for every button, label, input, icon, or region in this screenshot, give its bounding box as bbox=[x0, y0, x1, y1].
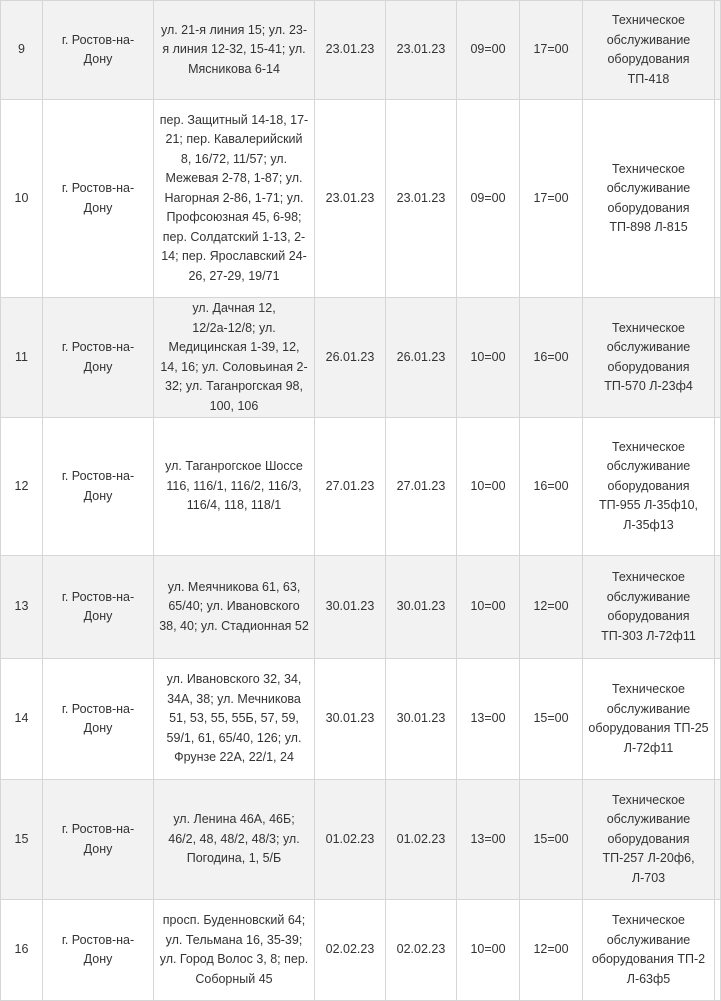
date-end-cell: 01.02.23 bbox=[386, 780, 457, 900]
extra-cell bbox=[715, 659, 721, 780]
time-start-cell: 13=00 bbox=[457, 659, 520, 780]
table-row bbox=[1, 298, 721, 418]
extra-cell bbox=[715, 100, 721, 298]
city-cell: г. Ростов-на-Дону bbox=[43, 100, 154, 298]
address-cell: ул. Дачная 12, 12/2а-12/8; ул. Медицинская 1-39, 12, 14, 16; ул. Соловьиная 2-32; ул. Таганрогская 98, 100, 106 bbox=[154, 298, 315, 418]
time-start-cell: 09=00 bbox=[457, 100, 520, 298]
address-cell: ул. Ивановского 32, 34, 34А, 38; ул. Мечникова 51, 53, 55, 55Б, 57, 59, 59/1, 61, 65/40, 126; ул. Фрунзе 22А, 22/1, 24 bbox=[154, 659, 315, 780]
extra-cell bbox=[715, 900, 721, 1001]
date-start-cell: 30.01.23 bbox=[315, 556, 386, 659]
extra-cell bbox=[715, 298, 721, 418]
work-description-cell: Техническое обслуживание оборудования ТП-418 bbox=[583, 1, 715, 100]
date-end-cell: 30.01.23 bbox=[386, 659, 457, 780]
table-row bbox=[1, 1, 721, 100]
time-start-cell: 10=00 bbox=[457, 298, 520, 418]
address-cell: просп. Буденновский 64; ул. Тельмана 16, 35-39; ул. Город Волос 3, 8; пер. Соборный 45 bbox=[154, 900, 315, 1001]
work-description-cell: Техническое обслуживание оборудования ТП-955 Л-35ф10, Л-35ф13 bbox=[583, 418, 715, 556]
row-number: 11 bbox=[1, 298, 43, 418]
time-end-cell: 12=00 bbox=[520, 900, 583, 1001]
time-start-cell: 13=00 bbox=[457, 780, 520, 900]
date-start-cell: 30.01.23 bbox=[315, 659, 386, 780]
row-number: 10 bbox=[1, 100, 43, 298]
work-description-cell: Техническое обслуживание оборудования ТП-570 Л-23ф4 bbox=[583, 298, 715, 418]
address-cell: ул. Меячникова 61, 63, 65/40; ул. Ивановского 38, 40; ул. Стадионная 52 bbox=[154, 556, 315, 659]
work-description-cell: Техническое обслуживание оборудования ТП-2 Л-63ф5 bbox=[583, 900, 715, 1001]
row-number: 15 bbox=[1, 780, 43, 900]
date-start-cell: 26.01.23 bbox=[315, 298, 386, 418]
time-end-cell: 15=00 bbox=[520, 780, 583, 900]
extra-cell bbox=[715, 780, 721, 900]
extra-cell bbox=[715, 418, 721, 556]
address-cell: ул. 21-я линия 15; ул. 23-я линия 12-32, 15-41; ул. Мясникова 6-14 bbox=[154, 1, 315, 100]
date-start-cell: 02.02.23 bbox=[315, 900, 386, 1001]
extra-cell bbox=[715, 1, 721, 100]
table-body bbox=[1, 1, 721, 1001]
work-description-cell: Техническое обслуживание оборудования ТП-303 Л-72ф11 bbox=[583, 556, 715, 659]
work-description-cell: Техническое обслуживание оборудования ТП-257 Л-20ф6, Л-703 bbox=[583, 780, 715, 900]
city-cell: г. Ростов-на-Дону bbox=[43, 659, 154, 780]
table-row bbox=[1, 418, 721, 556]
address-cell: пер. Защитный 14-18, 17-21; пер. Кавалерийский 8, 16/72, 11/57; ул. Межевая 2-78, 1-87; ул. Нагорная 2-86, 1-71; ул. Профсоюзная 45, 6-98; пер. Солдатский 1-13, 2-14; пер. Ярославский 24-26, 27-29, 19/71 bbox=[154, 100, 315, 298]
row-number: 13 bbox=[1, 556, 43, 659]
time-start-cell: 09=00 bbox=[457, 1, 520, 100]
city-cell: г. Ростов-на-Дону bbox=[43, 780, 154, 900]
date-start-cell: 23.01.23 bbox=[315, 1, 386, 100]
city-cell: г. Ростов-на-Дону bbox=[43, 556, 154, 659]
date-start-cell: 27.01.23 bbox=[315, 418, 386, 556]
row-number: 9 bbox=[1, 1, 43, 100]
row-number: 12 bbox=[1, 418, 43, 556]
city-cell: г. Ростов-на-Дону bbox=[43, 1, 154, 100]
time-start-cell: 10=00 bbox=[457, 556, 520, 659]
row-number: 14 bbox=[1, 659, 43, 780]
date-end-cell: 26.01.23 bbox=[386, 298, 457, 418]
work-description-cell: Техническое обслуживание оборудования ТП-25 Л-72ф11 bbox=[583, 659, 715, 780]
address-cell: ул. Ленина 46А, 46Б; 46/2, 48, 48/2, 48/3; ул. Погодина, 1, 5/Б bbox=[154, 780, 315, 900]
table-row bbox=[1, 900, 721, 1001]
date-start-cell: 01.02.23 bbox=[315, 780, 386, 900]
row-number: 16 bbox=[1, 900, 43, 1001]
time-end-cell: 16=00 bbox=[520, 418, 583, 556]
city-cell: г. Ростов-на-Дону bbox=[43, 418, 154, 556]
date-end-cell: 23.01.23 bbox=[386, 100, 457, 298]
time-end-cell: 16=00 bbox=[520, 298, 583, 418]
date-end-cell: 23.01.23 bbox=[386, 1, 457, 100]
time-start-cell: 10=00 bbox=[457, 418, 520, 556]
city-cell: г. Ростов-на-Дону bbox=[43, 900, 154, 1001]
table-row bbox=[1, 100, 721, 298]
table-row bbox=[1, 556, 721, 659]
time-end-cell: 12=00 bbox=[520, 556, 583, 659]
table-row bbox=[1, 780, 721, 900]
table-row bbox=[1, 659, 721, 780]
date-start-cell: 23.01.23 bbox=[315, 100, 386, 298]
date-end-cell: 27.01.23 bbox=[386, 418, 457, 556]
date-end-cell: 02.02.23 bbox=[386, 900, 457, 1001]
work-description-cell: Техническое обслуживание оборудования ТП-898 Л-815 bbox=[583, 100, 715, 298]
time-start-cell: 10=00 bbox=[457, 900, 520, 1001]
date-end-cell: 30.01.23 bbox=[386, 556, 457, 659]
time-end-cell: 17=00 bbox=[520, 100, 583, 298]
address-cell: ул. Таганрогское Шоссе 116, 116/1, 116/2, 116/3, 116/4, 118, 118/1 bbox=[154, 418, 315, 556]
time-end-cell: 17=00 bbox=[520, 1, 583, 100]
time-end-cell: 15=00 bbox=[520, 659, 583, 780]
extra-cell bbox=[715, 556, 721, 659]
city-cell: г. Ростов-на-Дону bbox=[43, 298, 154, 418]
